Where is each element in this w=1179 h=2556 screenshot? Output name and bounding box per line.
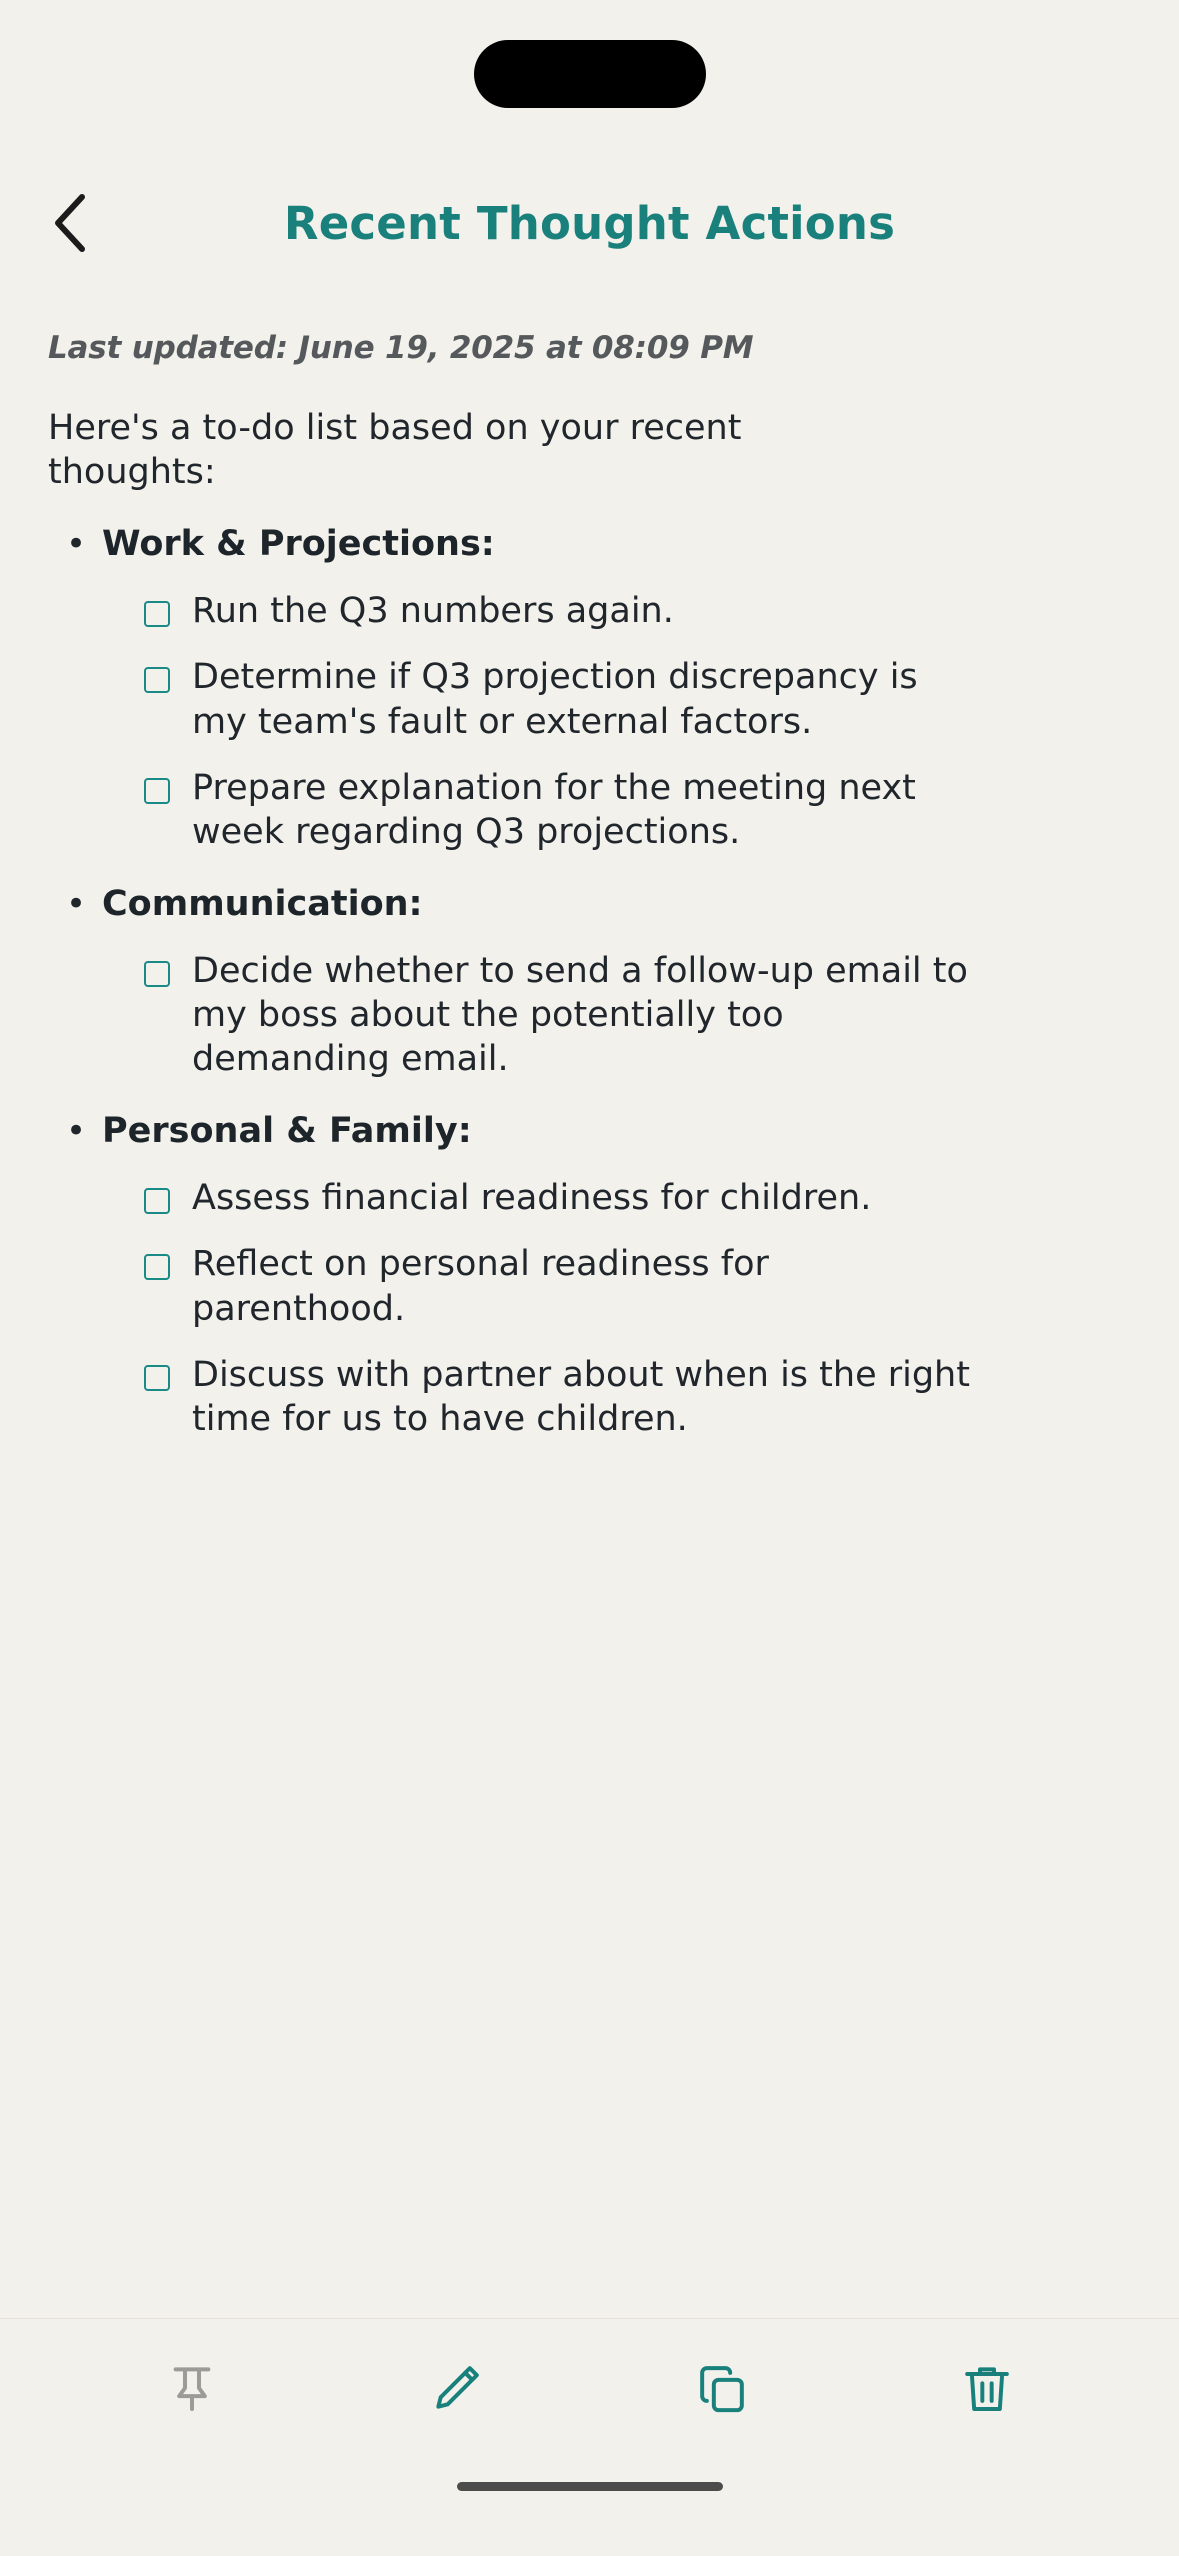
- intro-text: Here's a to-do list based on your recent thoughts:: [48, 408, 742, 493]
- task-label: Run the Q3 numbers again.: [192, 590, 674, 631]
- bullet-icon: •: [66, 1110, 87, 1151]
- home-indicator-area: [0, 2460, 1179, 2556]
- task-item[interactable]: [48, 1353, 1131, 1442]
- task-item[interactable]: [48, 589, 1131, 633]
- task-item[interactable]: [48, 1242, 1131, 1331]
- trash-icon: [959, 2360, 1015, 2420]
- task-checkbox[interactable]: [144, 667, 170, 693]
- last-updated-text: Last updated: June 19, 2025 at 08:09 PM: [48, 330, 754, 366]
- task-group-title: Communication:: [102, 883, 423, 924]
- bullet-icon: •: [66, 883, 87, 924]
- task-checkbox[interactable]: [144, 961, 170, 987]
- task-group: [48, 523, 1131, 855]
- task-item[interactable]: [48, 655, 1131, 744]
- task-item[interactable]: [48, 1176, 1131, 1220]
- task-label: Prepare explanation for the meeting next week regarding Q3 projections.: [192, 767, 916, 853]
- task-checkbox[interactable]: [144, 778, 170, 804]
- page-title: Recent Thought Actions: [283, 196, 896, 250]
- task-item[interactable]: [48, 949, 1131, 1082]
- bullet-icon: •: [66, 523, 87, 564]
- app-header: [0, 178, 1179, 268]
- edit-button[interactable]: [402, 2335, 512, 2445]
- content-area: [0, 268, 1179, 2318]
- task-group: [48, 883, 1131, 1082]
- task-item[interactable]: [48, 766, 1131, 855]
- task-label: Assess financial readiness for children.: [192, 1177, 872, 1218]
- task-checkbox[interactable]: [144, 601, 170, 627]
- pencil-icon: [429, 2360, 485, 2420]
- task-group-header: [48, 1110, 1131, 1154]
- copy-icon: [694, 2360, 750, 2420]
- back-button[interactable]: [40, 187, 100, 259]
- copy-button[interactable]: [667, 2335, 777, 2445]
- task-group-header: [48, 523, 1131, 567]
- pin-icon: [164, 2360, 220, 2420]
- task-label: Decide whether to send a follow-up email to my boss about the potentially too demanding email.: [192, 950, 968, 1080]
- task-checkbox[interactable]: [144, 1188, 170, 1214]
- task-label: Reflect on personal readiness for parenthood.: [192, 1244, 769, 1329]
- task-group-title: Work & Projections:: [102, 523, 495, 564]
- task-checkbox[interactable]: [144, 1254, 170, 1280]
- delete-button[interactable]: [932, 2335, 1042, 2445]
- bottom-toolbar: [0, 2318, 1179, 2460]
- task-label: Determine if Q3 projection discrepancy is my team's fault or external factors.: [192, 657, 918, 742]
- task-label: Discuss with partner about when is the right time for us to have children.: [192, 1354, 970, 1440]
- chevron-left-icon: [50, 192, 90, 254]
- task-group: [48, 1110, 1131, 1442]
- home-indicator[interactable]: [457, 2482, 723, 2491]
- task-group-title: Personal & Family:: [102, 1110, 472, 1151]
- task-group-header: [48, 883, 1131, 927]
- pin-button[interactable]: [137, 2335, 247, 2445]
- dynamic-island: [474, 40, 706, 108]
- task-checkbox[interactable]: [144, 1365, 170, 1391]
